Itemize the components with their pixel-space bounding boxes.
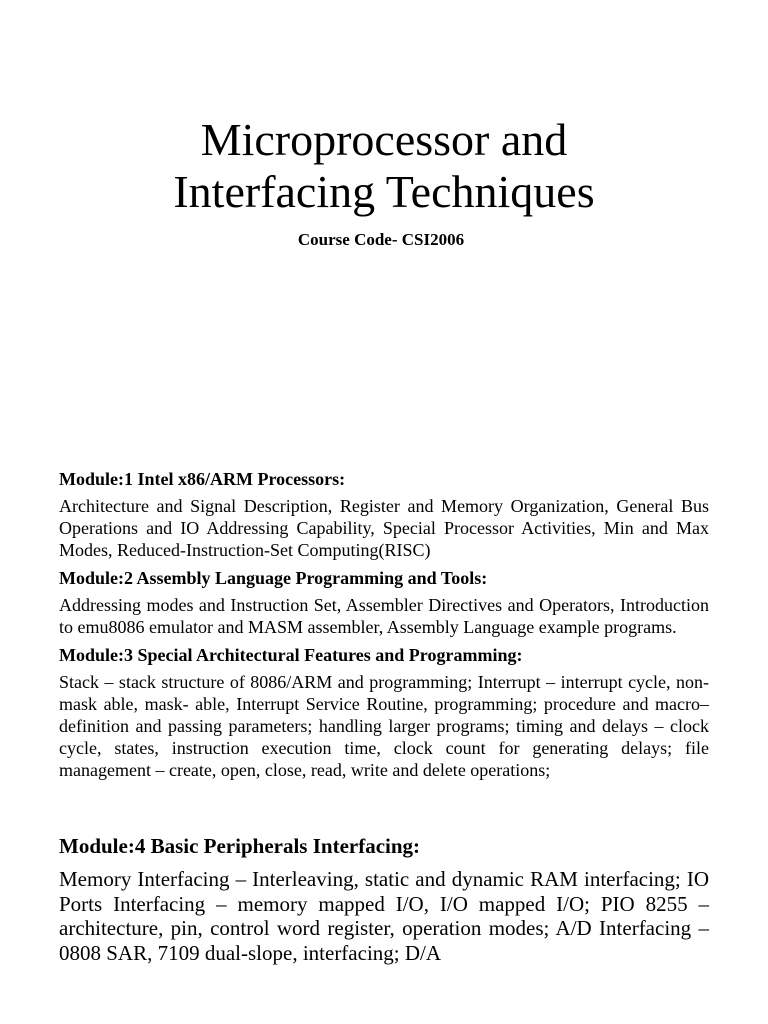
title-line-2: Interfacing Techniques: [173, 166, 595, 217]
module-heading: Module:2 Assembly Language Programming and Tools:: [59, 568, 488, 588]
module-3: [59, 644, 709, 781]
title-line-1: Microprocessor and: [200, 114, 568, 165]
module-heading: Module:4 Basic Peripherals Interfacing:: [59, 834, 421, 858]
module-description: Stack – stack structure of 8086/ARM and programming; Interrupt – interrupt cycle, non-mask able, mask- able, Interrupt Service Routine, programming; procedure and macro– definition and passing parameters; handling larger programs; timing and delays – clock cycle, states, instruction execution time, clock count for generating delays; file management – create, open, close, read, write and delete operations;: [59, 672, 709, 780]
module-1: [59, 468, 709, 561]
module-description: Architecture and Signal Description, Register and Memory Organization, General Bus Operations and IO Addressing Capability, Special Processor Activities, Min and Max Modes, Reduced-Instruction-Set Computing(RISC): [59, 496, 709, 560]
module-description: Addressing modes and Instruction Set, Assembler Directives and Operators, Introduction to emu8086 emulator and MASM assembler, Assembly Language example programs.: [59, 595, 709, 637]
module-description: Memory Interfacing – Interleaving, static and dynamic RAM interfacing; IO Ports Interfacing – memory mapped I/O, I/O mapped I/O; PIO 8255 – architecture, pin, control word register, operation modes; A/D Interfacing – 0808 SAR, 7109 dual-slope, interfacing; D/A: [59, 867, 709, 965]
document-title: [0, 114, 768, 218]
module-heading: Module:3 Special Architectural Features and Programming:: [59, 645, 523, 665]
module-list: [59, 468, 709, 971]
module-heading: Module:1 Intel x86/ARM Processors:: [59, 469, 346, 489]
module-2: [59, 567, 709, 638]
module-4: [59, 833, 709, 965]
course-code: Course Code- CSI2006: [297, 230, 465, 249]
